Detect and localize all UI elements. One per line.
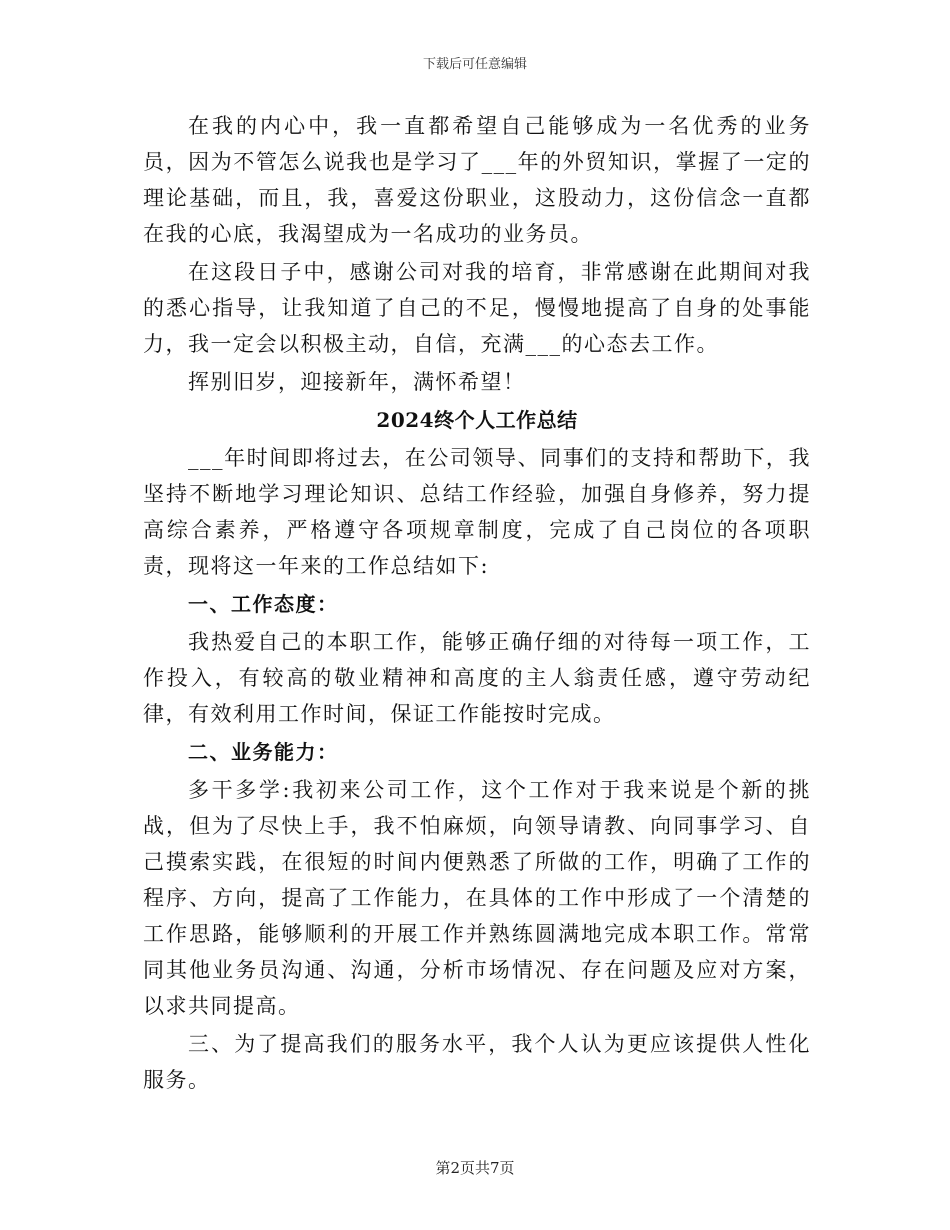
- paragraph-1: 在我的内心中，我一直都希望自己能够成为一名优秀的业务员，因为不管怎么说我也是学习了___年的外贸知识，掌握了一定的理论基础，而且，我，喜爱这份职业，这股动力，这份信念一直都在我的心底，我渴望成为一名成功的业务员。: [143, 114, 811, 246]
- paragraph-5: 我热爱自己的本职工作，能够正确仔细的对待每一项工作，工作投入，有较高的敬业精神和高度的主人翁责任感，遵守劳动纪律，有效利用工作时间，保证工作能按时完成。: [143, 630, 811, 726]
- paragraph-6: 多干多学:我初来公司工作，这个工作对于我来说是个新的挑战，但为了尽快上手，我不怕麻烦，向领导请教、向同事学习、自己摸索实践，在很短的时间内便熟悉了所做的工作，明确了工作的程序、方向，提高了工作能力，在具体的工作中形成了一个清楚的工作思路，能够顺利的开展工作并熟练圆满地完成本职工作。常常同其他业务员沟通、沟通，分析市场情况、存在问题及应对方案，以求共同提高。: [143, 778, 811, 1018]
- section-heading-ability: 二、业务能力：: [188, 740, 339, 764]
- page-number: 第2页共7页: [435, 1159, 515, 1177]
- header-note: 下载后可任意编辑: [422, 57, 527, 72]
- paragraph-4: ___年时间即将过去，在公司领导、同事们的支持和帮助下，我坚持不断地学习理论知识、总结工作经验，加强自身修养，努力提高综合素养，严格遵守各项规章制度，完成了自己岗位的各项职责，现将这一年来的工作总结如下:: [143, 446, 811, 578]
- document-body: [143, 108, 811, 1100]
- paragraph-2: 在这段日子中，感谢公司对我的培育，非常感谢在此期间对我的悉心指导，让我知道了自己的不足，慢慢地提高了自身的处事能力，我一定会以积极主动，自信，充满___的心态去工作。: [143, 260, 811, 356]
- paragraph-7: 三、为了提高我们的服务水平，我个人认为更应该提供人性化服务。: [143, 1032, 811, 1092]
- paragraph-3: 挥别旧岁，迎接新年，满怀希望！: [188, 370, 526, 394]
- section-heading-attitude: 一、工作态度：: [188, 592, 339, 616]
- document-title: 2024终个人工作总结: [376, 408, 578, 432]
